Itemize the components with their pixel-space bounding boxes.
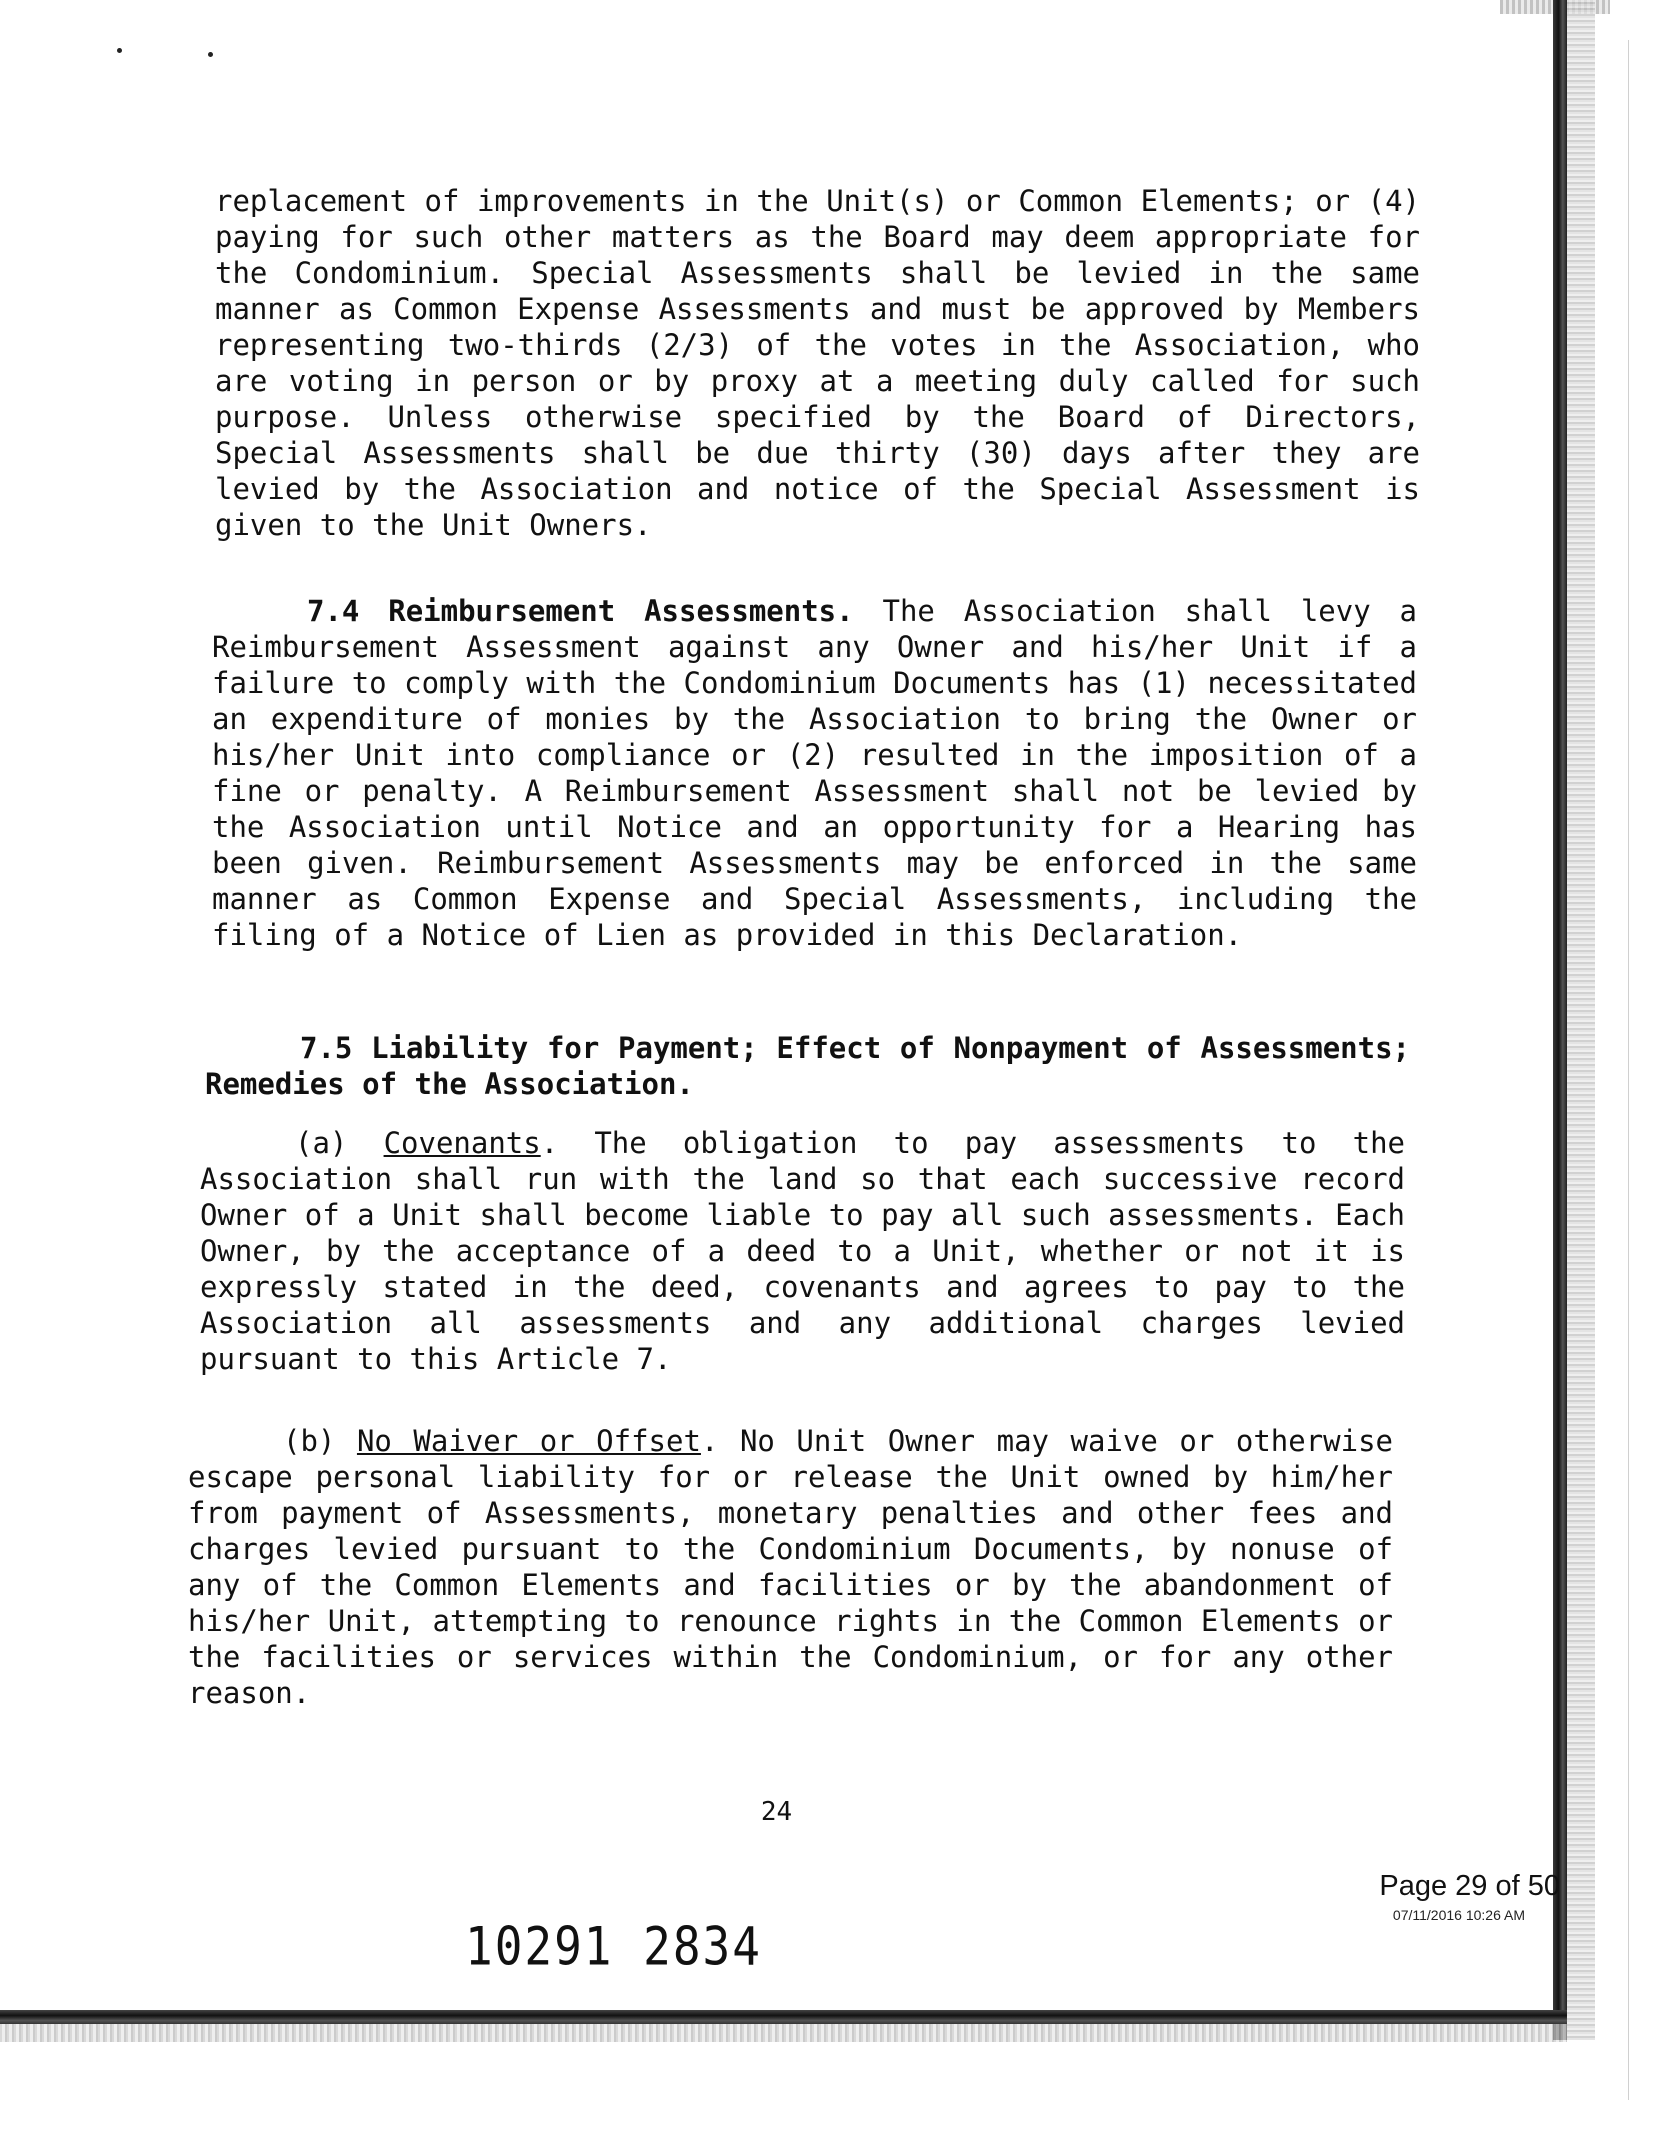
book-page-reference: 10291 2834 (465, 1915, 762, 1978)
scan-faint-line (1628, 40, 1629, 2100)
subsection-a-title: Covenants (383, 1126, 541, 1160)
scan-edge-right (1553, 0, 1567, 2040)
scan-edge-bottom (0, 2010, 1567, 2024)
section-7-4-paragraph (212, 593, 1417, 953)
scan-speck (208, 52, 213, 57)
section-7-4-body: The Association shall levy a Reimbursement Assessment against any Owner and his/her Unit if a failure to comply with the Condominium Documents has (1) necessitated an expenditure of monies by the Association to bring the Owner or his/her Unit into compliance or (2) resulted in the imposition of a fine or penalty. A Reimbursement Assessment shall not be levied by the Association until Notice and an opportunity for a Hearing has been given. Reimbursement Assessments may be enforced in the same manner as Common Expense and Special Assessments, including the filing of a Notice of Lien as provided in this Declaration. (212, 594, 1417, 952)
scan-speck (117, 48, 122, 53)
subsection-b-paragraph (188, 1423, 1393, 1711)
paragraph-special-assessments: replacement of improvements in the Unit(s) or Common Elements; or (4) paying for such other matters as the Board may deem appropriate for the Condominium. Special Assessments shall be levied in the same manner as Common Expense Assessments and must be approved by Members representing two-thirds (2/3) of the votes in the Association, who are voting in person or by proxy at a meeting duly called for such purpose. Unless otherwise specified by the Board of Directors, Special Assessments shall be due thirty (30) days after they are levied by the Association and notice of the Special Assessment is given to the Unit Owners. (215, 184, 1420, 542)
subsection-a-label: (a) (295, 1126, 384, 1160)
subsection-a-paragraph (200, 1125, 1405, 1377)
page-number: 24 (760, 1797, 793, 1827)
subsection-a-body: . The obligation to pay assessments to the Association shall run with the land so that each successive record Owner of a Unit shall become liable to pay all such assessments. Each Owner, by the acceptance of a deed to a Unit, whether or not it is expressly stated in the deed, covenants and agrees to pay to the Association all assessments and any additional charges levied pursuant to this Article 7. (200, 1126, 1405, 1376)
subsection-b-label: (b) (283, 1424, 357, 1458)
section-7-4-heading: 7.4 Reimbursement Assessments. (307, 594, 854, 628)
recording-stamp-page-count: Page 29 of 50 (1379, 1870, 1560, 1902)
recording-stamp-datetime: 07/11/2016 10:26 AM (1392, 1907, 1525, 1923)
subsection-b-title: No Waiver or Offset (356, 1424, 701, 1458)
scan-edge-right-noise (1567, 0, 1595, 2040)
scan-edge-bottom-noise (0, 2024, 1567, 2042)
subsection-b-body: . No Unit Owner may waive or otherwise escape personal liability for or release the Unit owned by him/her from payment of Assessments, monetary penalties and other fees and charges levied pursuant to the Condominium Documents, by nonuse of any of the Common Elements and facilities or by the abandonment of his/her Unit, attempting to renounce rights in the Common Elements or the facilities or services within the Condominium, or for any other reason. (188, 1424, 1394, 1710)
section-7-5-heading: 7.5 Liability for Payment; Effect of Nonpayment of Assessments; Remedies of the Association. (205, 1031, 1410, 1101)
